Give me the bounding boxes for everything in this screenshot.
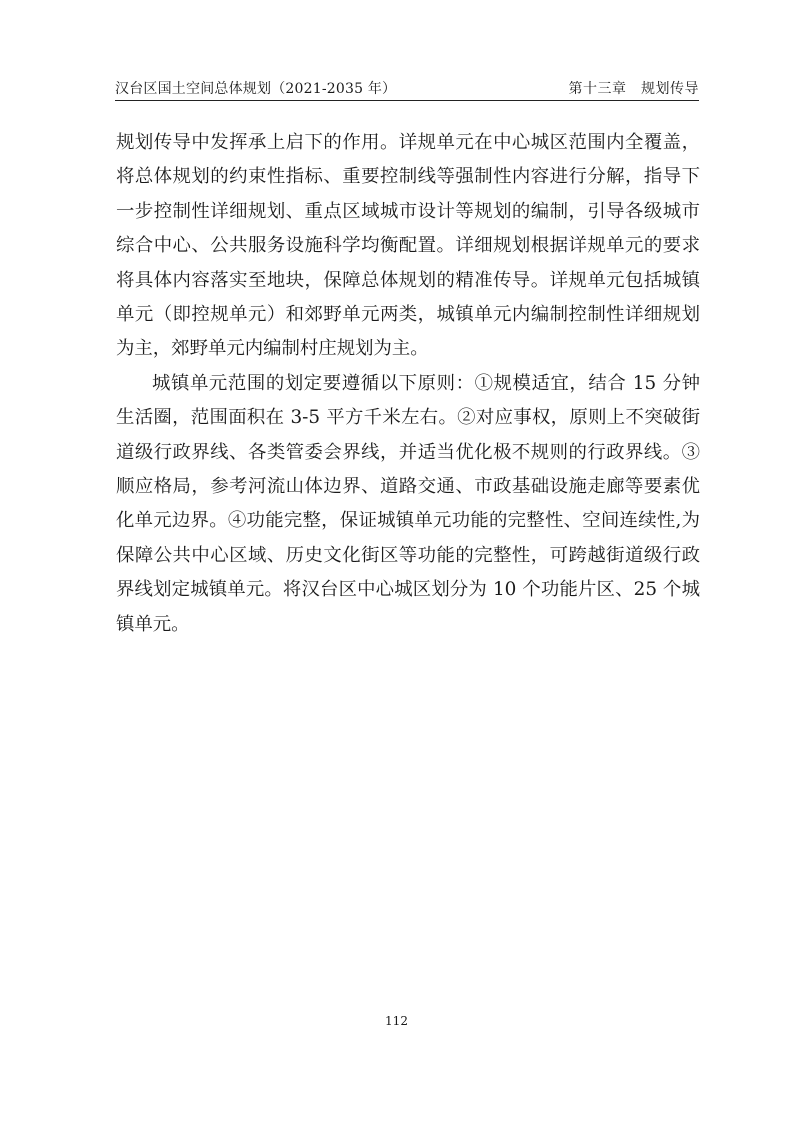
page-header [115, 76, 699, 101]
paragraph-2: 城镇单元范围的划定要遵循以下原则：①规模适宜，结合 15 分钟生活圈，范围面积在 3-5 平方千米左右。②对应事权，原则上不突破街道级行政界线、各类管委会界线，并适当优化极不规则的行政界线。③顺应格局，参考河流山体边界、道路交通、市政基础设施走廊等要素优化单元边界。④功能完整，保证城镇单元功能的完整性、空间连续性,为保障公共中心区域、历史文化街区等功能的完整性，可跨越街道级行政界线划定城镇单元。将汉台区中心城区划分为 10 个功能片区、25 个城镇单元。 [116, 372, 700, 635]
page-number: 112 [385, 1014, 408, 1028]
chapter-title: 第十三章 规划传导 [568, 81, 699, 97]
body-text [116, 126, 700, 642]
document-title: 汉台区国土空间总体规划（2021-2035 年） [115, 81, 397, 97]
paragraph-1: 规划传导中发挥承上启下的作用。详规单元在中心城区范围内全覆盖，将总体规划的约束性指标、重要控制线等强制性内容进行分解，指导下一步控制性详细规划、重点区域城市设计等规划的编制，引导各级城市综合中心、公共服务设施科学均衡配置。详细规划根据详规单元的要求将具体内容落实至地块，保障总体规划的精准传导。详规单元包括城镇单元（即控规单元）和郊野单元两类，城镇单元内编制控制性详细规划为主，郊野单元内编制村庄规划为主。 [116, 132, 700, 360]
